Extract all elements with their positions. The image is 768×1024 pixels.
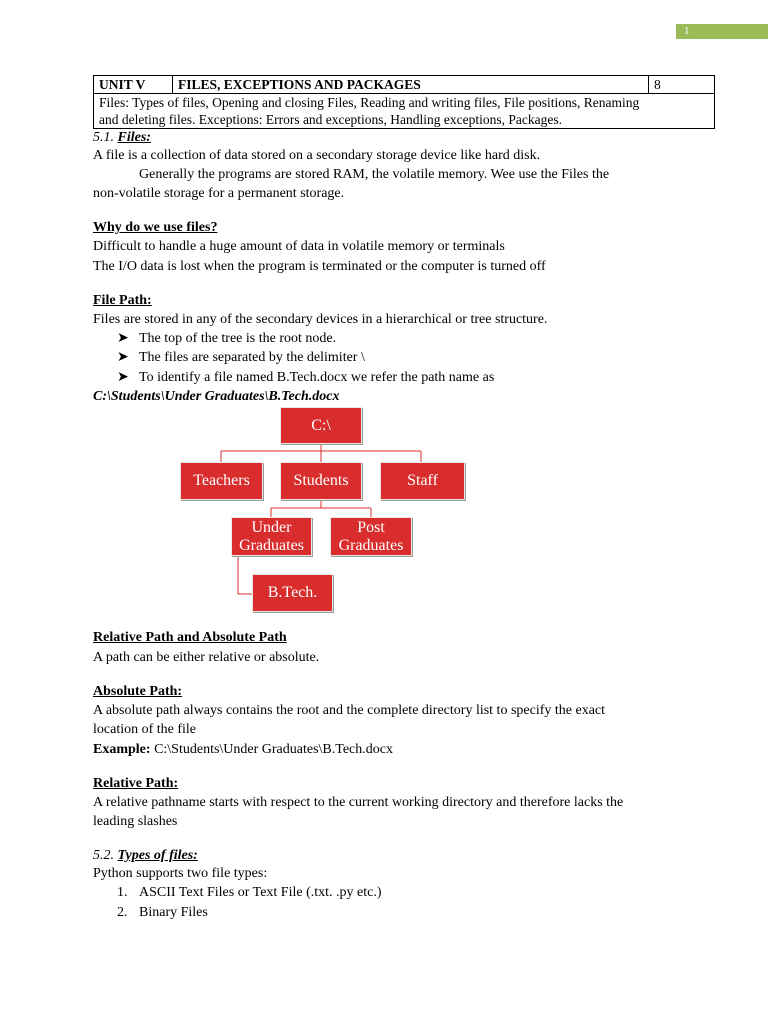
arrow-bullet-icon: ➤ [117, 350, 129, 365]
example-value: C:\Students\Under Graduates\B.Tech.docx [150, 742, 393, 757]
bullet-item: ➤ To identify a file named B.Tech.docx we refer the path name as [117, 370, 495, 385]
why-heading: Why do we use files? [93, 220, 218, 235]
file-path-heading: File Path: [93, 293, 152, 308]
tree-node-post-graduates: Post Graduates [330, 517, 412, 556]
list-item: 1. ASCII Text Files or Text File (.txt. .py etc.) [117, 885, 382, 900]
arrow-bullet-icon: ➤ [117, 331, 129, 346]
types-section-title: Types of files: [117, 848, 198, 863]
files-line-3: non-volatile storage for a permanent storage. [93, 186, 345, 201]
types-intro: Python supports two file types: [93, 866, 268, 881]
example-label: Example: [93, 742, 151, 757]
tree-node-teachers: Teachers [180, 462, 263, 500]
relative-line-2: leading slashes [93, 814, 178, 829]
arrow-bullet-icon: ➤ [117, 370, 129, 385]
tree-node-staff: Staff [380, 462, 465, 500]
tree-node-root: C:\ [280, 407, 362, 444]
list-number: 1. [117, 885, 128, 900]
absolute-heading: Absolute Path: [93, 684, 183, 699]
syllabus-line-2: and deleting files. Exceptions: Errors and exceptions, Handling exceptions, Packages. [99, 112, 562, 127]
types-heading [93, 846, 198, 865]
absolute-line-2: location of the file [93, 722, 197, 737]
page-number: 1 [676, 24, 768, 39]
files-section-title: Files: [117, 130, 151, 145]
example-path: C:\Students\Under Graduates\B.Tech.docx [93, 389, 340, 404]
files-line-2: Generally the programs are stored RAM, the volatile memory. Wee use the Files the [139, 167, 610, 182]
tree-node-students: Students [280, 462, 362, 500]
undergrad-connector [238, 556, 252, 594]
unit-title: FILES, EXCEPTIONS AND PACKAGES [173, 76, 649, 94]
file-path-intro: Files are stored in any of the secondary devices in a hierarchical or tree structure. [93, 312, 548, 327]
relative-absolute-heading: Relative Path and Absolute Path [93, 630, 287, 645]
list-number: 2. [117, 905, 128, 920]
relative-absolute-line: A path can be either relative or absolute. [93, 650, 320, 665]
files-line-1: A file is a collection of data stored on a secondary storage device like hard disk. [93, 148, 541, 163]
unit-number: UNIT V [94, 76, 173, 94]
bullet-item: ➤ The files are separated by the delimiter \ [117, 350, 365, 365]
why-line-2: The I/O data is lost when the program is terminated or the computer is turned off [93, 259, 546, 274]
types-section-number: 5.2. [93, 848, 114, 863]
why-line-1: Difficult to handle a huge amount of data in volatile memory or terminals [93, 239, 505, 254]
root-connector [221, 444, 421, 462]
tree-node-under-graduates: Under Graduates [231, 517, 312, 556]
absolute-example [93, 740, 393, 759]
relative-line-1: A relative pathname starts with respect to the current working directory and therefore lacks the [93, 795, 624, 810]
files-section-number: 5.1. [93, 130, 114, 145]
relative-heading: Relative Path: [93, 776, 179, 791]
students-connector [271, 500, 371, 517]
unit-hours: 8 [649, 76, 715, 94]
list-item: 2. Binary Files [117, 905, 208, 920]
tree-node-btech: B.Tech. [252, 574, 333, 612]
bullet-item: ➤ The top of the tree is the root node. [117, 331, 337, 346]
absolute-line-1: A absolute path always contains the root and the complete directory list to specify the exact [93, 703, 606, 718]
syllabus-line-1: Files: Types of files, Opening and closing Files, Reading and writing files, File positions, Renaming [99, 95, 640, 110]
